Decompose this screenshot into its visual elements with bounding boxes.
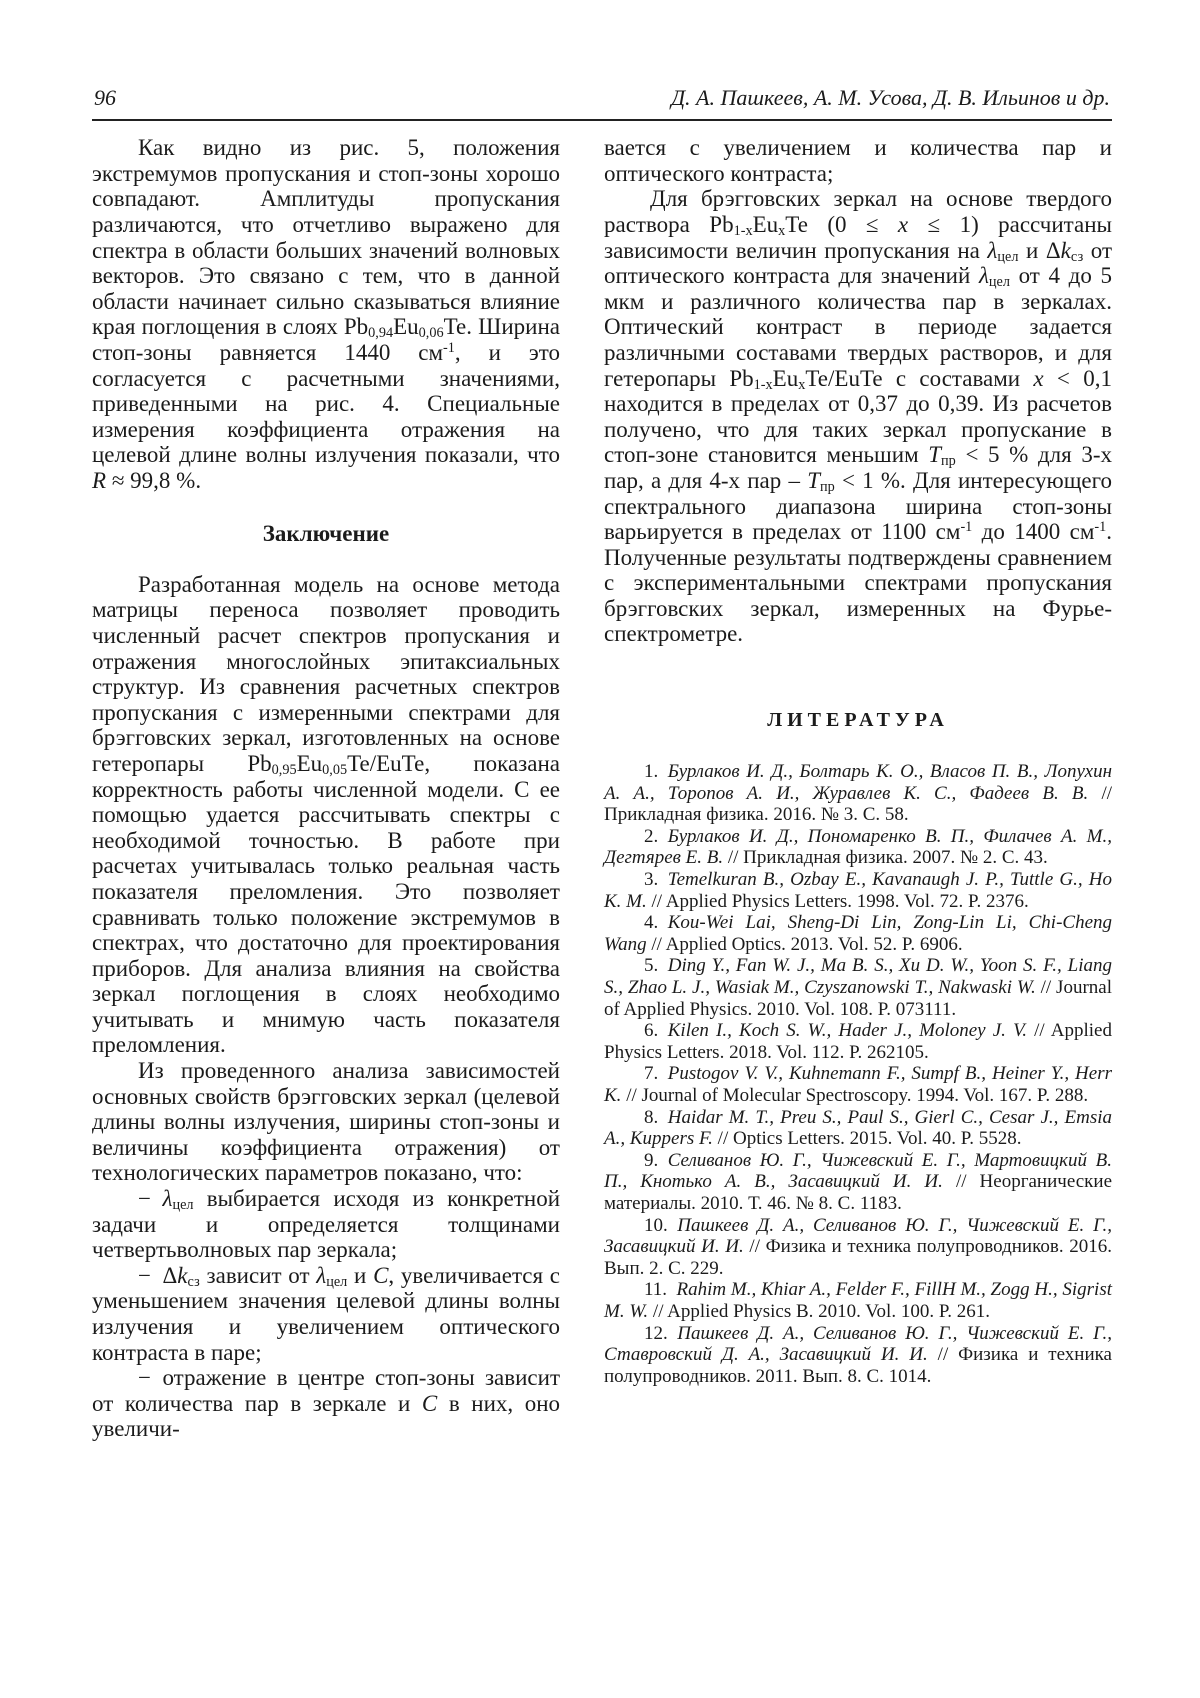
body-paragraph: Из проведенного анализа зависимостей основных свойств брэгговских зеркал (целевой длины волны излучения, ширины стоп-зоны и величины коэффициента отражения) от технологических параметров показано, что: (92, 1058, 560, 1186)
reference-item: 12. Пашкеев Д. А., Селиванов Ю. Г., Чижевский Е. Г., Ставровский Д. А., Засавицкий И. И. // Физика и техника полупроводников. 2011. Вып. 8. С. 1014. (604, 1322, 1112, 1387)
reference-item: 1. Бурлаков И. Д., Болтарь К. О., Власов П. В., Лопухин А. А., Торопов А. И., Журавлев К. С., Фадеев В. В. // Прикладная физика. 2016. № 3. С. 58. (604, 761, 1112, 826)
running-authors: Д. А. Пашкеев, А. М. Усова, Д. В. Ильинов и др. (671, 85, 1110, 110)
reference-item: 3. Temelkuran B., Ozbay E., Kavanaugh J. P., Tuttle G., Ho K. M. // Applied Physics Letters. 1998. Vol. 72. P. 2376. (604, 869, 1112, 912)
list-item: − $\Delta k_{сз}$ зависит от $\lambda_{цел}$ и C, увеличивается с уменьшением значения целевой длины волны излучения и увеличением оптического контраста в паре; (92, 1262, 561, 1365)
reference-item: 8. Haidar M. T., Preu S., Paul S., Gierl C., Cesar J., Emsia A., Kuppers F. // Optics Letters. 2015. Vol. 40. P. 5528. (604, 1106, 1112, 1150)
list-item: − отражение в центре стоп-зоны зависит от количества пар в зеркале и C в них, оно увеличи- (92, 1365, 560, 1442)
body-paragraph: Для брэгговских зеркал на основе твердого раствора $Pb_{1-x}Eu_xTe$ (0 ≤ x ≤ 1) рассчитаны зависимости величин пропускания на $\lambda_{цел}$ и $\Delta k_{сз}$ от оптического контраста для значений $\lambda_{цел}$ от 4 до 5 мкм и различного количества пар в зеркалах. Оптический контраст в периоде задается различными составами твердых растворов, и для гетеропары $Pb_{1-x}Eu_xTe$/EuTe с составами x < 0,1 находится в пределах от 0,37 до 0,39. Из расчетов получено, что для таких зеркал пропускание в стоп-зоне становится меньшим $T_{пр} < 5$ % для 3-х пар, а для 4-х пар – $T_{пр} < 1$ %. Для интересующего спектрального диапазона ширина стоп-зоны варьируется в пределах от 1100 $см^{-1}$ до 1400 $см^{-1}$. Полученные результаты подтверждены сравнением с экспериментальными спектрами пропускания брэгговских зеркал, измеренных на Фурье-спектрометре. (604, 186, 1113, 647)
reference-item: 2. Бурлаков И. Д., Пономаренко В. П., Филачев А. М., Дегтярев Е. В. // Прикладная физика. 2007. № 2. С. 43. (604, 825, 1112, 869)
literature-heading: ЛИТЕРАТУРА (767, 709, 949, 732)
two-column-layout (92, 135, 1112, 1442)
header-rule (92, 119, 1112, 121)
reference-item: 9. Селиванов Ю. Г., Чижевский Е. Г., Мартовицкий В. П., Кнотько А. В., Засавицкий И. И. // Неорганические материалы. 2010. Т. 46. № 8. С. 1183. (604, 1149, 1112, 1214)
reference-item: 6. Kilen I., Koch S. W., Hader J., Moloney J. V. // Applied Physics Letters. 2018. Vol. 112. P. 262105. (604, 1020, 1112, 1063)
reference-item: 4. Kou-Wei Lai, Sheng-Di Lin, Zong-Lin Li, Chi-Cheng Wang // Applied Optics. 2013. Vol. 52. P. 6906. (604, 912, 1112, 955)
references-list (604, 761, 1112, 1387)
conclusion-heading: Заключение (262, 520, 390, 546)
body-paragraph: вается с увеличением и количества пар и оптического контраста; (604, 135, 1112, 186)
body-paragraph: Разработанная модель на основе метода матрицы переноса позволяет проводить численный расчет спектров пропускания и отражения многослойных эпитаксиальных структур. Из сравнения расчетных спектров пропускания с измеренными спектрами для брэгговских зеркал, изготовленных на основе гетеропары $Pb_{0,95}Eu_{0,05}Te$/EuTe, показана корректность работы численной модели. С ее помощью удается рассчитывать спектры с необходимой точностью. В работе при расчетах учитывалась только реальная часть показателя преломления. Это позволяет сравнивать только положение экстремумов в спектрах, что достаточно для проектирования приборов. Для анализа влияния на свойства зеркал поглощения в слоях необходимо учитывать и мнимую часть показателя преломления. (92, 571, 560, 1058)
reference-item: 7. Pustogov V. V., Kuhnemann F., Sumpf B., Heiner Y., Herr K. // Journal of Molecular Spectroscopy. 1994. Vol. 167. P. 288. (604, 1063, 1112, 1106)
list-item: − $\lambda_{цел}$ выбирается исходя из конкретной задачи и определяется толщинами четвертьволновых пар зеркала; (92, 1186, 560, 1263)
reference-item: 5. Ding Y., Fan W. J., Ma B. S., Xu D. W., Yoon S. F., Liang S., Zhao L. J., Wasiak M., Czyszanowski T., Nakwaski W. // Journal of Applied Physics. 2010. Vol. 108. P. 073111. (604, 955, 1112, 1020)
reference-item: 10. Пашкеев Д. А., Селиванов Ю. Г., Чижевский Е. Г., Засавицкий И. И. // Физика и техника полупроводников. 2016. Вып. 2. С. 229. (604, 1214, 1112, 1279)
reference-item: 11. Rahim M., Khiar A., Felder F., FillH M., Zogg H., Sigrist M. W. // Applied Physics B. 2010. Vol. 100. P. 261. (604, 1279, 1112, 1322)
body-paragraph: Как видно из рис. 5, положения экстремумов пропускания и стоп-зоны хорошо совпадают. Амплитуды пропускания различаются, что отчетливо выражено для спектра в области больших значений волновых векторов. Это связано с тем, что в данной области начинает сильно сказываться влияние края поглощения в слоях $Pb_{0,94}Eu_{0,06}Te$. Ширина стоп-зоны равняется 1440 $см^{-1}$, и это согласуется с расчетными значениями, приведенными на рис. 4. Специальные измерения коэффициента отражения на целевой длине волны излучения показали, что R ≈ 99,8 %. (92, 135, 561, 493)
page-number: 96 (94, 85, 116, 110)
running-header (92, 86, 1112, 119)
right-column (604, 135, 1112, 1442)
left-column (92, 135, 560, 1442)
